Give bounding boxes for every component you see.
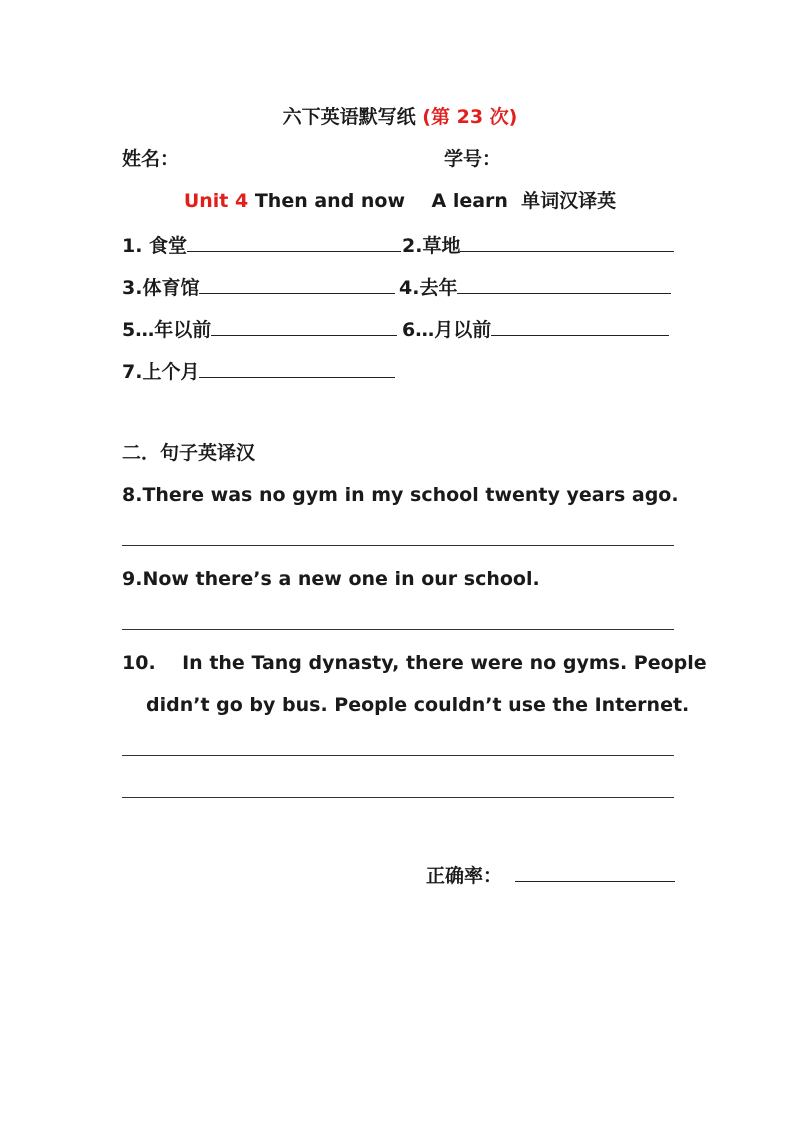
- accuracy-blank[interactable]: [515, 861, 675, 882]
- sentence-10-line-1: 10. In the Tang dynasty, there were no gyms. People: [122, 652, 707, 674]
- vocab-item-1-label: 1. 食堂: [122, 235, 188, 257]
- vocab-item-3-label: 3.体育馆: [122, 277, 200, 299]
- title-text: 六下英语默写纸: [282, 106, 416, 128]
- answer-blank-7[interactable]: [199, 357, 395, 378]
- sentence-8: 8.There was no gym in my school twenty years ago.: [122, 484, 679, 506]
- section1-title-rest: Then and now A learn 单词汉译英: [254, 190, 617, 212]
- answer-blank-5[interactable]: [211, 315, 397, 336]
- answer-line-10a[interactable]: [122, 755, 674, 756]
- title-count: (第 23 次): [422, 106, 518, 128]
- answer-line-10b[interactable]: [122, 797, 674, 798]
- unit-label: Unit 4: [183, 190, 249, 212]
- page-title: [0, 105, 800, 129]
- answer-blank-3[interactable]: [199, 273, 395, 294]
- answer-blank-4[interactable]: [457, 273, 671, 294]
- answer-blank-6[interactable]: [491, 315, 669, 336]
- vocab-item-4: [399, 273, 671, 300]
- vocab-item-4-label: 4.去年: [399, 277, 458, 299]
- vocab-item-5: [122, 315, 397, 342]
- vocab-item-2: [402, 231, 674, 258]
- vocab-item-2-label: 2.草地: [402, 235, 461, 257]
- vocab-item-3: [122, 273, 395, 300]
- vocab-item-1: [122, 231, 401, 258]
- accuracy-row: [426, 861, 675, 888]
- name-label: 姓名：: [122, 148, 180, 170]
- vocab-item-5-label: 5…年以前: [122, 319, 212, 341]
- section1-title: [0, 189, 800, 213]
- sentence-9: 9.Now there’s a new one in our school.: [122, 568, 540, 590]
- section2-title: 二．句子英译汉: [122, 442, 256, 464]
- student-id-label: 学号：: [444, 148, 502, 170]
- vocab-item-6-label: 6…月以前: [402, 319, 492, 341]
- accuracy-label: 正确率：: [426, 865, 503, 887]
- vocab-item-7: [122, 357, 395, 384]
- vocab-item-6: [402, 315, 669, 342]
- answer-line-8[interactable]: [122, 545, 674, 546]
- vocab-item-7-label: 7.上个月: [122, 361, 200, 383]
- answer-line-9[interactable]: [122, 629, 674, 630]
- answer-blank-2[interactable]: [460, 231, 674, 252]
- answer-blank-1[interactable]: [187, 231, 401, 252]
- sentence-10-line-2: didn’t go by bus. People couldn’t use the Internet.: [146, 694, 690, 716]
